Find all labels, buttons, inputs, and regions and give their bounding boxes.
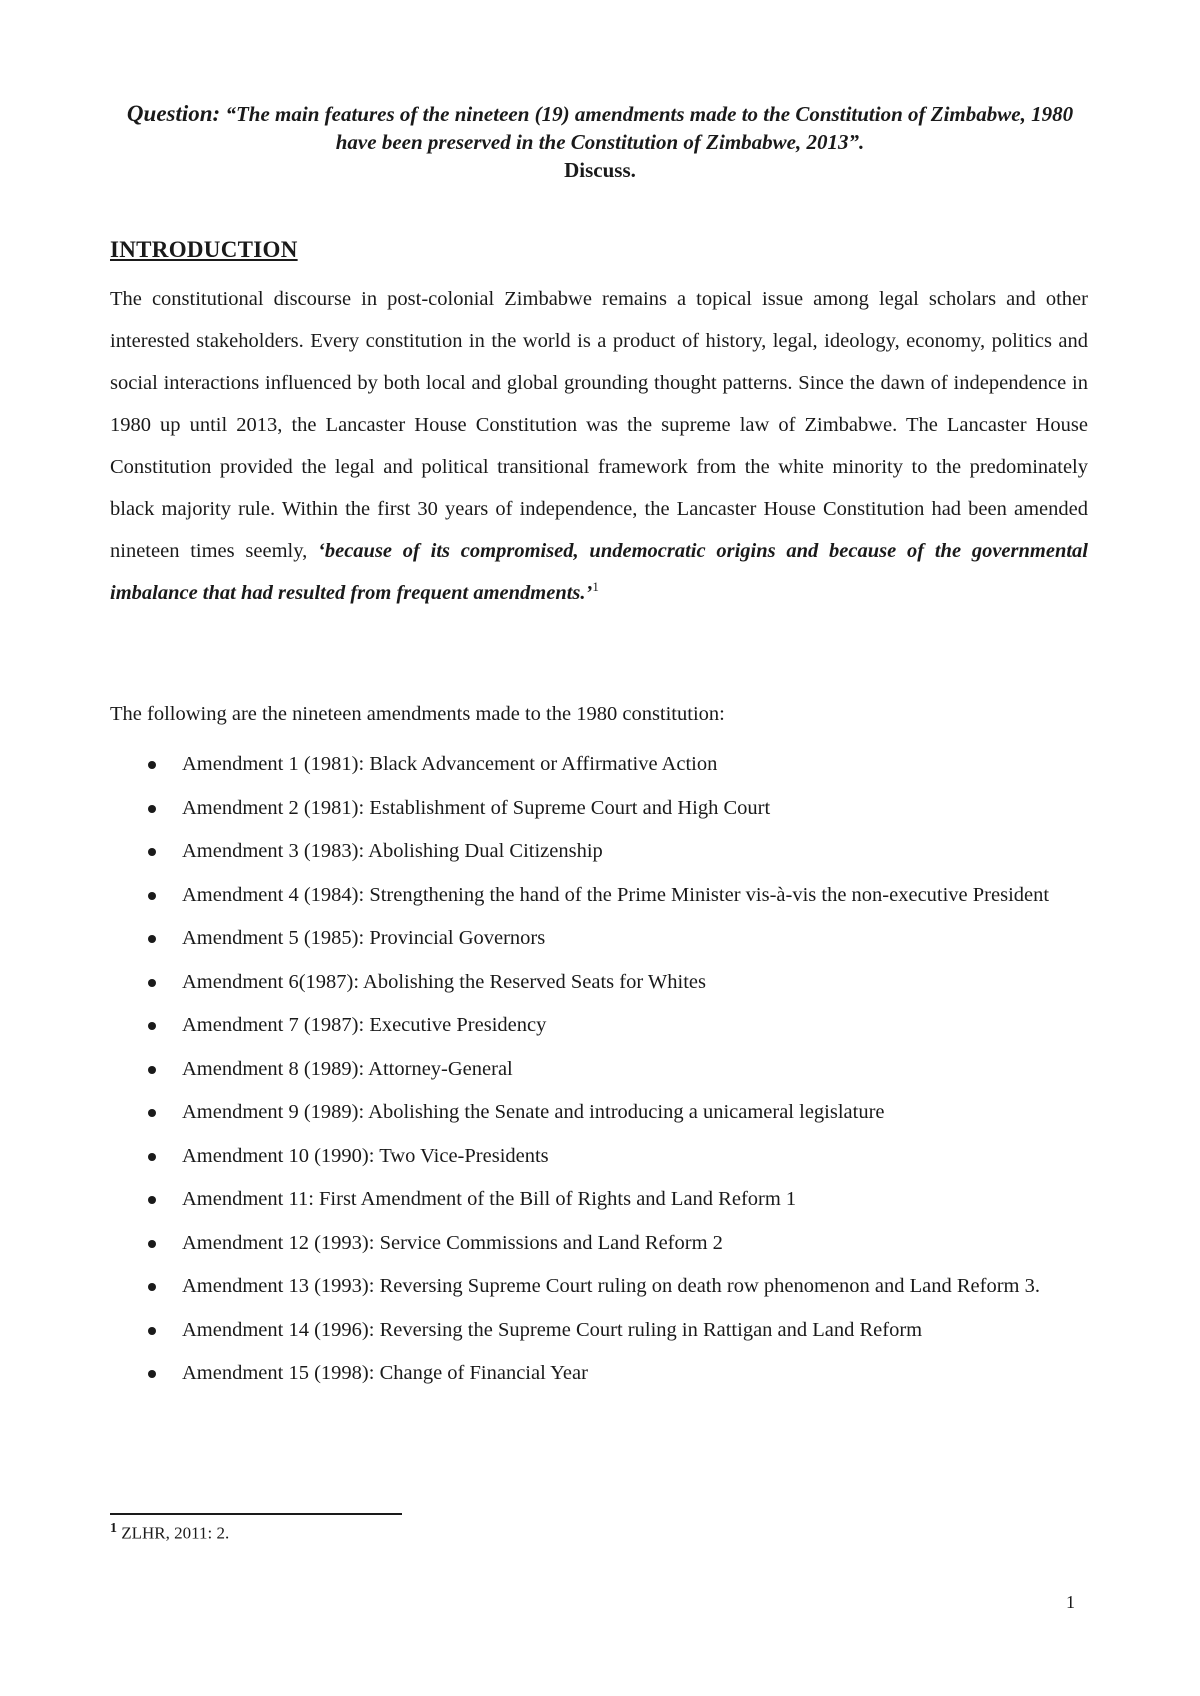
bullet-icon [148,1066,156,1074]
list-item: Amendment 14 (1996): Reversing the Supreme Court ruling in Rattigan and Land Reform [110,1309,1062,1353]
bullet-icon [148,1327,156,1335]
list-item: Amendment 12 (1993): Service Commissions and Land Reform 2 [110,1222,1062,1266]
bullet-icon [148,1109,156,1117]
bullet-icon [148,1240,156,1248]
list-item: Amendment 13 (1993): Reversing Supreme Court ruling on death row phenomenon and Land Reform 3. [110,1265,1062,1309]
bullet-icon [148,1153,156,1161]
introduction-body: The constitutional discourse in post-colonial Zimbabwe remains a topical issue among legal scholars and other interested stakeholders. Every constitution in the world is a product of history, legal, ideology, economy, politics and social interactions influenced by both local and global grounding thought patterns. Since the dawn of independence in 1980 up until 2013, the Lancaster House Constitution was the supreme law of Zimbabwe. The Lancaster House Constitution provided the legal and political transitional framework from the white minority to the predominately black majority rule. Within the first 30 years of independence, the Lancaster House Constitution had been amended nineteen times seemly, [110,288,1088,562]
footnote-reference: 1 [592,579,599,595]
list-item: Amendment 2 (1981): Establishment of Supreme Court and High Court [110,787,1062,831]
bullet-icon [148,892,156,900]
list-item: Amendment 11: First Amendment of the Bill of Rights and Land Reform 1 [110,1178,1062,1222]
bullet-icon [148,1370,156,1378]
list-item: Amendment 7 (1987): Executive Presidency [110,1004,1062,1048]
question-label: Question: [126,101,221,126]
introduction-quote: ‘because of its compromised, undemocratic origins and because of the governmental imbalance that had resulted from frequent amendments.’ [110,540,1088,604]
list-item: Amendment 5 (1985): Provincial Governors [110,917,1062,961]
list-item: Amendment 1 (1981): Black Advancement or Affirmative Action [110,743,1062,787]
footnote [110,1521,229,1544]
question-discuss: Discuss. [564,158,636,182]
bullet-icon [148,979,156,987]
list-item: Amendment 6(1987): Abolishing the Reserved Seats for Whites [110,961,1062,1005]
question-block [110,100,1090,184]
list-item: Amendment 8 (1989): Attorney-General [110,1048,1062,1092]
bullet-icon [148,1196,156,1204]
list-item: Amendment 10 (1990): Two Vice-Presidents [110,1135,1062,1179]
footnote-separator [110,1513,402,1515]
footnote-text: ZLHR, 2011: 2. [117,1523,230,1543]
list-item: Amendment 3 (1983): Abolishing Dual Citizenship [110,830,1062,874]
bullet-icon [148,935,156,943]
question-text: “The main features of the nineteen (19) amendments made to the Constitution of Zimbabwe, 1980 have been preserved in the Constitution of Zimbabwe, 2013”. [220,102,1074,154]
bullet-icon [148,805,156,813]
bullet-icon [148,761,156,769]
list-item: Amendment 15 (1998): Change of Financial Year [110,1352,1062,1396]
page-number: 1 [1066,1592,1075,1612]
bullet-icon [148,1283,156,1291]
list-item: Amendment 9 (1989): Abolishing the Senate and introducing a unicameral legislature [110,1091,1062,1135]
introduction-paragraph [110,278,1088,614]
section-heading-introduction: INTRODUCTION [110,237,298,262]
amendments-list [110,743,1090,1396]
list-item: Amendment 4 (1984): Strengthening the hand of the Prime Minister vis-à-vis the non-executive President [110,874,1062,918]
bullet-icon [148,1022,156,1030]
amendments-list-intro: The following are the nineteen amendments made to the 1980 constitution: [110,703,725,725]
bullet-icon [148,848,156,856]
footnote-number: 1 [110,1521,117,1536]
